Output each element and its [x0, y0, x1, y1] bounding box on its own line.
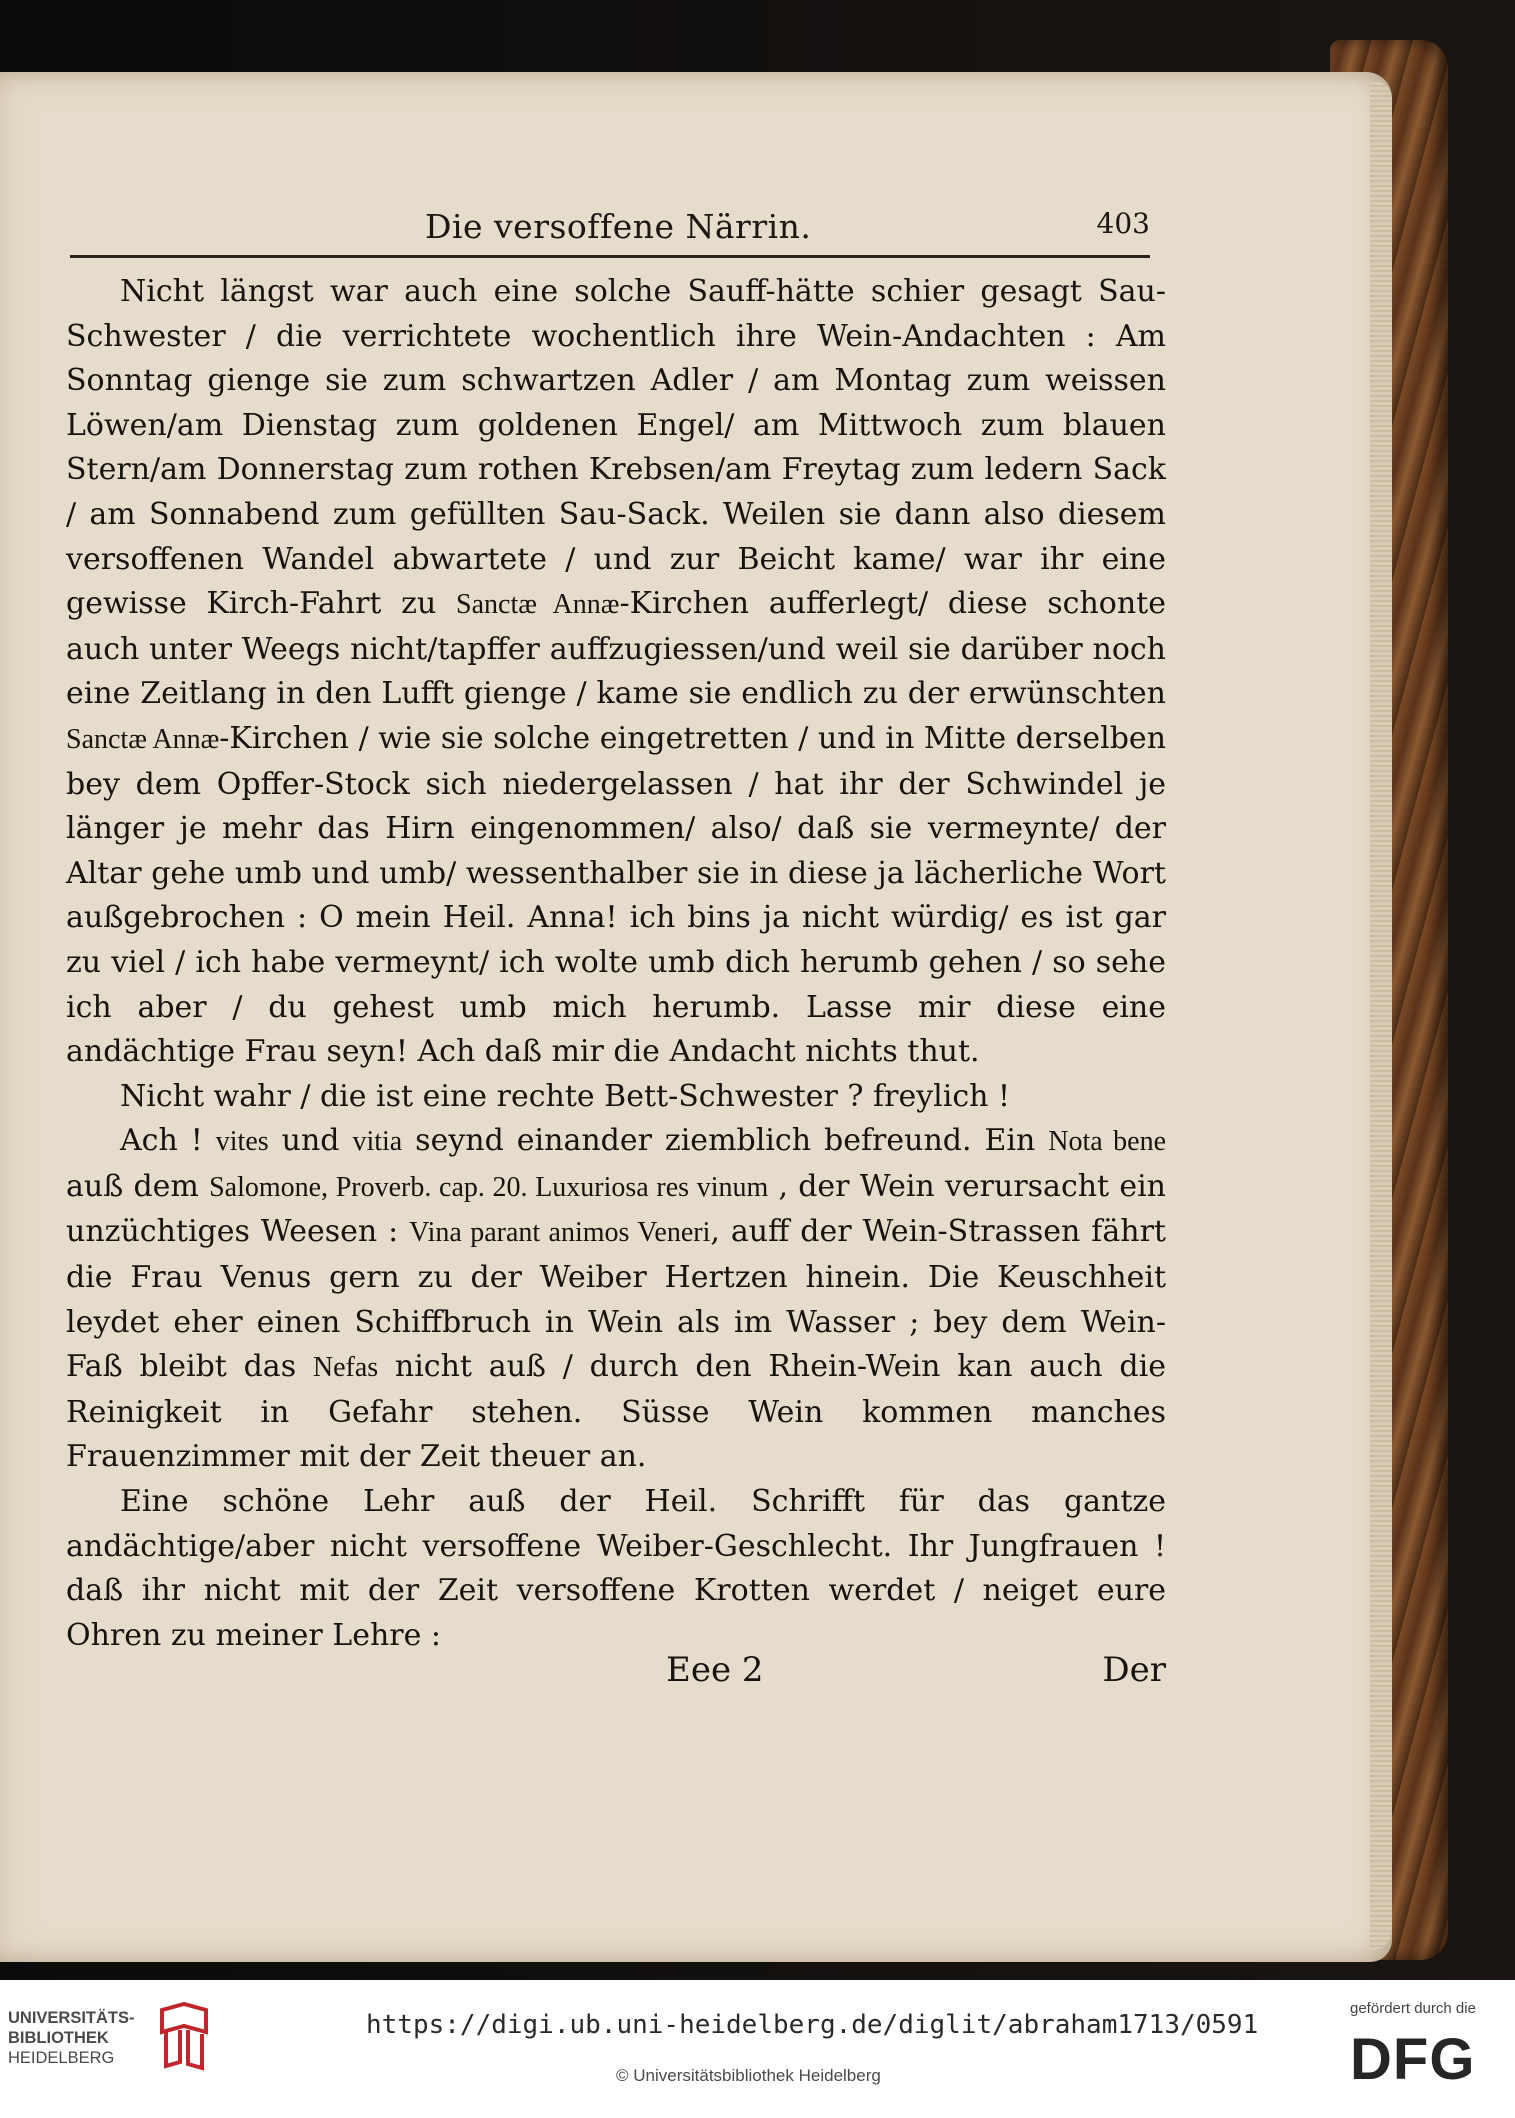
running-title: Die versoffene Närrin. — [425, 207, 812, 246]
latin-text: vitia — [352, 1126, 403, 1158]
text-segment: , der Wein verursacht ein unzüchtiges Weesen : — [66, 1168, 1166, 1250]
text-segment: Nicht wahr / die ist eine rechte Bett-Schwester ? freylich ! — [120, 1078, 1011, 1114]
text-segment: nicht auß / durch den Rhein-Wein kan auch die Reinigkeit in Gefahr stehen. Süsse Wein kommen manches Frauenzimmer mit der Zeit theuer an. — [66, 1349, 1166, 1475]
page-edges — [1370, 80, 1392, 1950]
latin-text: vites — [215, 1126, 269, 1158]
paragraph — [66, 1480, 1166, 1658]
latin-text: Sanctæ Annæ — [66, 723, 220, 755]
funding-caption: gefördert durch die — [1350, 2000, 1476, 2017]
latin-text: Sanctæ Annæ — [456, 589, 620, 621]
page-number: 403 — [1096, 207, 1150, 240]
latin-text: Salomone, Proverb. cap. 20. Luxuriosa res vinum — [209, 1171, 769, 1203]
text-segment: Nicht längst war auch eine solche Sauff-hätte schier gesagt Sau-Schwester / die verrichtete wochentlich ihre Wein-Andachten : Am Sonntag gienge sie zum schwartzen Adler / am Montag zum weissen Löwen/am Dienstag zum goldenen Engel/ am Mittwoch zum blauen Stern/am Donnerstag zum rothen Krebsen/am Freytag zum ledern Sack / am Sonnabend zum gefüllten Sau-Sack. Weilen sie dann also diesem versoffenen Wandel abwartete / und zur Beicht kame/ war ihr eine gewisse Kirch-Fahrt zu — [66, 274, 1166, 622]
ub-emblem-icon — [156, 2002, 212, 2072]
ub-logo-line1: UNIVERSITÄTS- — [8, 2009, 135, 2027]
viewer-footer — [0, 1980, 1515, 2118]
ub-heidelberg-logo[interactable] — [8, 2002, 218, 2102]
dfg-funding[interactable] — [1350, 2000, 1500, 2110]
text-segment: , auff der Wein-Strassen fährt die Frau Venus gern zu der Weiber Hertzen hinein. Die Keuschheit leydet eher einen Schiffbruch in Wein als im Wasser ; bey dem Wein-Faß bleibt das — [66, 1214, 1166, 1385]
ub-logo-line3: HEIDELBERG — [8, 2049, 115, 2067]
paragraph — [66, 1119, 1166, 1480]
body-text — [66, 270, 1166, 1658]
ub-logo-line2: BIBLIOTHEK — [8, 2029, 109, 2047]
catchword: Der — [1102, 1650, 1166, 1690]
latin-text: Nota bene — [1048, 1126, 1166, 1158]
permalink-url[interactable]: https://digi.ub.uni-heidelberg.de/diglit/abraham1713/0591 — [366, 2010, 1259, 2040]
text-segment: seynd einander ziemblich befreund. Ein — [402, 1123, 1049, 1159]
paragraph — [66, 1075, 1166, 1120]
copyright-notice: © Universitätsbibliothek Heidelberg — [616, 2066, 881, 2085]
text-segment: und — [268, 1123, 353, 1159]
paragraph — [66, 270, 1166, 1075]
text-segment: auß dem — [66, 1168, 210, 1204]
head-rule — [70, 255, 1150, 258]
latin-text: Vina parant animos Veneri — [409, 1217, 711, 1249]
running-head — [70, 205, 1150, 265]
text-segment: Ach ! — [120, 1123, 216, 1159]
ub-logo-text — [8, 2008, 135, 2068]
page-footer-line — [66, 1640, 1166, 1700]
text-segment: Eine schöne Lehr auß der Heil. Schrifft für das gantze andächtige/aber nicht versoffene Weiber-Geschlecht. Ihr Jungfrauen ! daß ihr nicht mit der Zeit versoffene Krotten werdet / neiget eure Ohren zu meiner Lehre : — [66, 1484, 1166, 1653]
text-segment: -Kirchen / wie sie solche eingetretten / und in Mitte derselben bey dem Opffer-Stock sich niedergelassen / hat ihr der Schwindel je länger je mehr das Hirn eingenommen/ also/ daß sie vermeynte/ der Altar gehe umb und umb/ wessenthalber sie in diese ja lächerliche Wort außgebrochen : O mein Heil. Anna! ich bins ja nicht würdig/ es ist gar zu viel / ich habe vermeynt/ ich wolte umb dich herumb gehen / so sehe ich aber / du gehest umb mich herumb. Lasse mir diese eine andächtige Frau seyn! Ach daß mir die Andacht nichts thut. — [66, 720, 1167, 1070]
signature-mark: Eee 2 — [666, 1650, 764, 1690]
text-segment: -Kirchen aufferlegt/ diese schonte auch unter Weegs nicht/tapffer auffzugiessen/und weil sie darüber noch eine Zeitlang in den Lufft gienge / kame sie endlich zu der erwünschten — [66, 586, 1166, 712]
dfg-logo: DFG — [1350, 2027, 1476, 2092]
latin-text: Nefas — [312, 1352, 379, 1384]
